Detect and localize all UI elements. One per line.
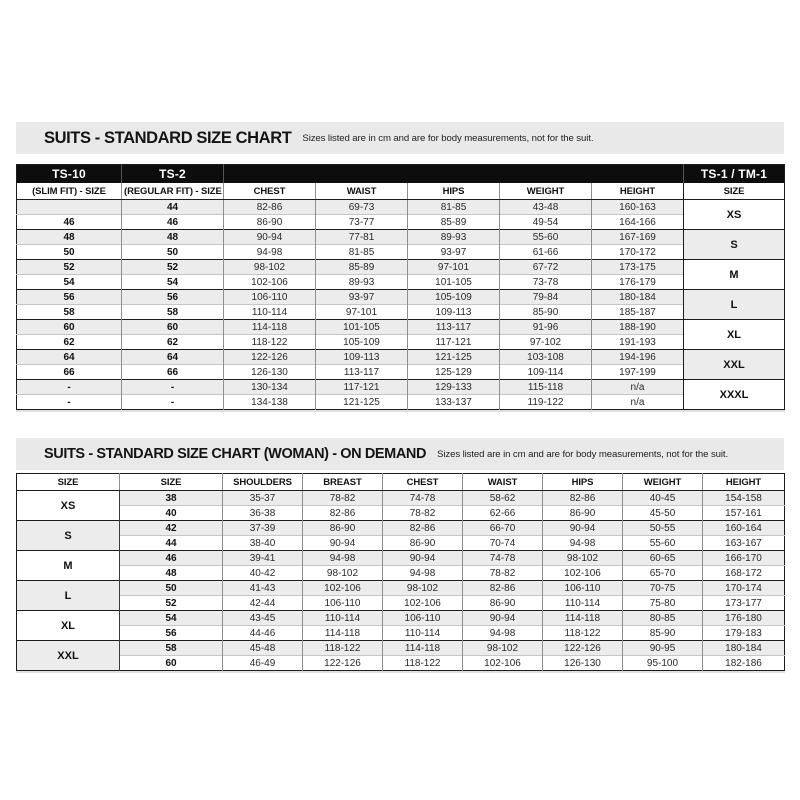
- men-chart-subtitle: Sizes listed are in cm and are for body measurements, not for the suit.: [302, 132, 594, 144]
- measurement-cell: 185-187: [592, 305, 684, 320]
- measurement-cell: 82-86: [383, 521, 463, 536]
- size-group-cell: L: [684, 290, 785, 320]
- measurement-cell: 179-183: [703, 626, 785, 641]
- table-row: [17, 260, 785, 275]
- size-cell: 64: [17, 350, 122, 365]
- measurement-cell: 91-96: [500, 320, 592, 335]
- size-group-cell: L: [17, 581, 120, 611]
- size-cell: 46: [122, 215, 224, 230]
- size-cell: [17, 200, 122, 215]
- measurement-cell: 90-94: [303, 536, 383, 551]
- measurement-cell: 182-186: [703, 656, 785, 671]
- measurement-cell: 191-193: [592, 335, 684, 350]
- measurement-cell: 89-93: [408, 230, 500, 245]
- measurement-cell: 86-90: [543, 506, 623, 521]
- measurement-cell: 102-106: [224, 275, 316, 290]
- table-row: [17, 365, 785, 380]
- size-cell: 60: [122, 320, 224, 335]
- size-cell: 56: [120, 626, 223, 641]
- size-cell: -: [17, 380, 122, 395]
- column-header-weight: WEIGHT: [623, 474, 703, 491]
- measurement-cell: 86-90: [224, 215, 316, 230]
- model-header-filler: [224, 165, 684, 184]
- size-cell: 62: [17, 335, 122, 350]
- measurement-cell: 73-77: [316, 215, 408, 230]
- measurement-cell: 110-114: [383, 626, 463, 641]
- woman-chart-subtitle: Sizes listed are in cm and are for body measurements, not for the suit.: [437, 448, 729, 460]
- measurement-cell: 103-108: [500, 350, 592, 365]
- table-row: [17, 506, 785, 521]
- measurement-cell: 44-46: [223, 626, 303, 641]
- measurement-cell: 55-60: [623, 536, 703, 551]
- measurement-cell: 110-114: [303, 611, 383, 626]
- measurement-cell: 117-121: [316, 380, 408, 395]
- measurement-cell: 66-70: [463, 521, 543, 536]
- size-cell: -: [17, 395, 122, 410]
- measurement-cell: 90-94: [383, 551, 463, 566]
- size-cell: 38: [120, 491, 223, 506]
- column-header-size-number: SIZE: [120, 474, 223, 491]
- measurement-cell: 180-184: [592, 290, 684, 305]
- measurement-cell: 41-43: [223, 581, 303, 596]
- measurement-cell: 62-66: [463, 506, 543, 521]
- size-cell: 58: [122, 305, 224, 320]
- measurement-cell: 93-97: [316, 290, 408, 305]
- column-header-waist: WAIST: [463, 474, 543, 491]
- measurement-cell: 46-49: [223, 656, 303, 671]
- measurement-cell: 43-48: [500, 200, 592, 215]
- measurement-cell: 60-65: [623, 551, 703, 566]
- measurement-cell: 126-130: [224, 365, 316, 380]
- measurement-cell: 173-175: [592, 260, 684, 275]
- measurement-cell: 102-106: [463, 656, 543, 671]
- measurement-cell: 81-85: [316, 245, 408, 260]
- column-header-size-letter: SIZE: [17, 474, 120, 491]
- measurement-cell: 102-106: [543, 566, 623, 581]
- measurement-cell: 82-86: [543, 491, 623, 506]
- measurement-cell: 90-94: [463, 611, 543, 626]
- size-cell: 56: [122, 290, 224, 305]
- measurement-cell: 188-190: [592, 320, 684, 335]
- measurement-cell: 106-110: [303, 596, 383, 611]
- measurement-cell: 78-82: [383, 506, 463, 521]
- measurement-cell: 85-90: [623, 626, 703, 641]
- size-cell: -: [122, 395, 224, 410]
- table-row: [17, 566, 785, 581]
- measurement-cell: 113-117: [316, 365, 408, 380]
- measurement-cell: 61-66: [500, 245, 592, 260]
- measurement-cell: 95-100: [623, 656, 703, 671]
- measurement-cell: 154-158: [703, 491, 785, 506]
- measurement-cell: 86-90: [383, 536, 463, 551]
- men-chart-title-band: [16, 122, 784, 154]
- measurement-cell: 65-70: [623, 566, 703, 581]
- size-cell: 66: [17, 365, 122, 380]
- column-header-hips: HIPS: [408, 183, 500, 200]
- size-cell: 52: [122, 260, 224, 275]
- table-row: [17, 641, 785, 656]
- measurement-cell: 90-94: [224, 230, 316, 245]
- men-size-table: [16, 164, 785, 410]
- measurement-cell: 98-102: [224, 260, 316, 275]
- size-group-cell: XS: [684, 200, 785, 230]
- measurement-cell: 78-82: [463, 566, 543, 581]
- measurement-cell: 166-170: [703, 551, 785, 566]
- measurement-cell: 105-109: [408, 290, 500, 305]
- table-row: [17, 335, 785, 350]
- measurement-cell: 114-118: [383, 641, 463, 656]
- size-cell: 52: [120, 596, 223, 611]
- measurement-cell: 157-161: [703, 506, 785, 521]
- column-header-waist: WAIST: [316, 183, 408, 200]
- measurement-cell: 50-55: [623, 521, 703, 536]
- measurement-cell: 86-90: [303, 521, 383, 536]
- measurement-cell: 164-166: [592, 215, 684, 230]
- table-row: [17, 200, 785, 215]
- measurement-cell: 45-48: [223, 641, 303, 656]
- measurement-cell: 170-172: [592, 245, 684, 260]
- column-header-height: HEIGHT: [592, 183, 684, 200]
- men-table-model-header-row: [17, 165, 785, 184]
- measurement-cell: 163-167: [703, 536, 785, 551]
- size-group-cell: S: [17, 521, 120, 551]
- measurement-cell: 86-90: [463, 596, 543, 611]
- table-row: [17, 581, 785, 596]
- measurement-cell: 126-130: [543, 656, 623, 671]
- size-group-cell: M: [684, 260, 785, 290]
- measurement-cell: 81-85: [408, 200, 500, 215]
- measurement-cell: 173-177: [703, 596, 785, 611]
- men-size-chart-section: [16, 122, 784, 410]
- measurement-cell: 73-78: [500, 275, 592, 290]
- measurement-cell: 113-117: [408, 320, 500, 335]
- measurement-cell: 134-138: [224, 395, 316, 410]
- column-header-weight: WEIGHT: [500, 183, 592, 200]
- table-row: [17, 611, 785, 626]
- size-cell: 48: [120, 566, 223, 581]
- measurement-cell: 90-95: [623, 641, 703, 656]
- size-cell: 42: [120, 521, 223, 536]
- size-cell: 40: [120, 506, 223, 521]
- men-table-column-header-row: [17, 183, 785, 200]
- size-group-cell: XL: [684, 320, 785, 350]
- measurement-cell: 98-102: [463, 641, 543, 656]
- measurement-cell: 110-114: [224, 305, 316, 320]
- measurement-cell: 89-93: [316, 275, 408, 290]
- measurement-cell: 40-42: [223, 566, 303, 581]
- measurement-cell: 82-86: [463, 581, 543, 596]
- size-cell: 50: [17, 245, 122, 260]
- woman-chart-title: SUITS - STANDARD SIZE CHART (WOMAN) - ON DEMAND: [44, 446, 427, 462]
- size-cell: 52: [17, 260, 122, 275]
- measurement-cell: 105-109: [316, 335, 408, 350]
- measurement-cell: 114-118: [224, 320, 316, 335]
- column-header-chest: CHEST: [383, 474, 463, 491]
- size-cell: 54: [17, 275, 122, 290]
- measurement-cell: 109-113: [316, 350, 408, 365]
- table-row: [17, 626, 785, 641]
- measurement-cell: 129-133: [408, 380, 500, 395]
- table-row: [17, 551, 785, 566]
- measurement-cell: 98-102: [303, 566, 383, 581]
- size-cell: 58: [120, 641, 223, 656]
- measurement-cell: 58-62: [463, 491, 543, 506]
- measurement-cell: 176-180: [703, 611, 785, 626]
- table-row: [17, 491, 785, 506]
- measurement-cell: 78-82: [303, 491, 383, 506]
- measurement-cell: 122-126: [303, 656, 383, 671]
- table-row: [17, 521, 785, 536]
- size-cell: -: [122, 380, 224, 395]
- model-header-ts1-tm1: TS-1 / TM-1: [684, 165, 785, 184]
- measurement-cell: 55-60: [500, 230, 592, 245]
- size-cell: 60: [17, 320, 122, 335]
- measurement-cell: 98-102: [543, 551, 623, 566]
- table-row: [17, 596, 785, 611]
- measurement-cell: 45-50: [623, 506, 703, 521]
- measurement-cell: 118-122: [383, 656, 463, 671]
- column-header-regular-fit-size: (REGULAR FIT) - SIZE: [122, 183, 224, 200]
- size-group-cell: XL: [17, 611, 120, 641]
- measurement-cell: 80-85: [623, 611, 703, 626]
- measurement-cell: 42-44: [223, 596, 303, 611]
- size-cell: 60: [120, 656, 223, 671]
- measurement-cell: 121-125: [408, 350, 500, 365]
- measurement-cell: 106-110: [543, 581, 623, 596]
- table-row: [17, 395, 785, 410]
- size-group-cell: XS: [17, 491, 120, 521]
- size-cell: 56: [17, 290, 122, 305]
- size-group-cell: S: [684, 230, 785, 260]
- measurement-cell: 160-163: [592, 200, 684, 215]
- size-cell: 50: [122, 245, 224, 260]
- measurement-cell: 117-121: [408, 335, 500, 350]
- woman-chart-title-band: [16, 438, 784, 470]
- measurement-cell: 79-84: [500, 290, 592, 305]
- measurement-cell: 121-125: [316, 395, 408, 410]
- size-cell: 46: [17, 215, 122, 230]
- size-group-cell: XXXL: [684, 380, 785, 410]
- measurement-cell: 118-122: [224, 335, 316, 350]
- measurement-cell: 133-137: [408, 395, 500, 410]
- woman-table-column-header-row: [17, 474, 785, 491]
- measurement-cell: 114-118: [543, 611, 623, 626]
- size-group-cell: M: [17, 551, 120, 581]
- measurement-cell: 77-81: [316, 230, 408, 245]
- measurement-cell: 94-98: [543, 536, 623, 551]
- model-header-ts2: TS-2: [122, 165, 224, 184]
- measurement-cell: 90-94: [543, 521, 623, 536]
- measurement-cell: 115-118: [500, 380, 592, 395]
- measurement-cell: 94-98: [463, 626, 543, 641]
- measurement-cell: 67-72: [500, 260, 592, 275]
- measurement-cell: 82-86: [224, 200, 316, 215]
- size-cell: 62: [122, 335, 224, 350]
- column-header-hips: HIPS: [543, 474, 623, 491]
- measurement-cell: 49-54: [500, 215, 592, 230]
- measurement-cell: 94-98: [383, 566, 463, 581]
- measurement-cell: 102-106: [383, 596, 463, 611]
- measurement-cell: 37-39: [223, 521, 303, 536]
- column-header-size: SIZE: [684, 183, 785, 200]
- column-header-height: HEIGHT: [703, 474, 785, 491]
- measurement-cell: 106-110: [224, 290, 316, 305]
- table-row: [17, 536, 785, 551]
- measurement-cell: 85-90: [500, 305, 592, 320]
- model-header-ts10: TS-10: [17, 165, 122, 184]
- woman-size-chart-section: [16, 438, 784, 671]
- table-row: [17, 380, 785, 395]
- measurement-cell: n/a: [592, 395, 684, 410]
- measurement-cell: 110-114: [543, 596, 623, 611]
- table-row: [17, 230, 785, 245]
- size-cell: 48: [122, 230, 224, 245]
- measurement-cell: 85-89: [316, 260, 408, 275]
- measurement-cell: 194-196: [592, 350, 684, 365]
- table-row: [17, 320, 785, 335]
- measurement-cell: 40-45: [623, 491, 703, 506]
- measurement-cell: 39-41: [223, 551, 303, 566]
- measurement-cell: 125-129: [408, 365, 500, 380]
- measurement-cell: 119-122: [500, 395, 592, 410]
- measurement-cell: 106-110: [383, 611, 463, 626]
- measurement-cell: 122-126: [224, 350, 316, 365]
- measurement-cell: 122-126: [543, 641, 623, 656]
- measurement-cell: 114-118: [303, 626, 383, 641]
- column-header-shoulders: SHOULDERS: [223, 474, 303, 491]
- column-header-chest: CHEST: [224, 183, 316, 200]
- table-row: [17, 290, 785, 305]
- measurement-cell: 130-134: [224, 380, 316, 395]
- size-cell: 46: [120, 551, 223, 566]
- measurement-cell: 94-98: [303, 551, 383, 566]
- measurement-cell: 109-113: [408, 305, 500, 320]
- table-row: [17, 275, 785, 290]
- measurement-cell: n/a: [592, 380, 684, 395]
- size-cell: 64: [122, 350, 224, 365]
- measurement-cell: 97-101: [408, 260, 500, 275]
- measurement-cell: 101-105: [316, 320, 408, 335]
- size-cell: 44: [120, 536, 223, 551]
- table-row: [17, 215, 785, 230]
- size-group-cell: XXL: [684, 350, 785, 380]
- size-cell: 48: [17, 230, 122, 245]
- men-chart-title: SUITS - STANDARD SIZE CHART: [44, 128, 292, 147]
- woman-size-table: [16, 473, 785, 671]
- measurement-cell: 85-89: [408, 215, 500, 230]
- measurement-cell: 176-179: [592, 275, 684, 290]
- size-cell: 44: [122, 200, 224, 215]
- measurement-cell: 98-102: [383, 581, 463, 596]
- measurement-cell: 167-169: [592, 230, 684, 245]
- column-header-breast: BREAST: [303, 474, 383, 491]
- size-cell: 54: [122, 275, 224, 290]
- measurement-cell: 118-122: [303, 641, 383, 656]
- size-cell: 54: [120, 611, 223, 626]
- size-cell: 58: [17, 305, 122, 320]
- size-cell: 50: [120, 581, 223, 596]
- table-row: [17, 245, 785, 260]
- measurement-cell: 118-122: [543, 626, 623, 641]
- measurement-cell: 197-199: [592, 365, 684, 380]
- measurement-cell: 109-114: [500, 365, 592, 380]
- table-row: [17, 350, 785, 365]
- measurement-cell: 102-106: [303, 581, 383, 596]
- column-header-slim-fit-size: (SLIM FIT) - SIZE: [17, 183, 122, 200]
- measurement-cell: 75-80: [623, 596, 703, 611]
- measurement-cell: 70-75: [623, 581, 703, 596]
- size-group-cell: XXL: [17, 641, 120, 671]
- measurement-cell: 170-174: [703, 581, 785, 596]
- measurement-cell: 70-74: [463, 536, 543, 551]
- measurement-cell: 69-73: [316, 200, 408, 215]
- measurement-cell: 97-102: [500, 335, 592, 350]
- measurement-cell: 97-101: [316, 305, 408, 320]
- measurement-cell: 101-105: [408, 275, 500, 290]
- measurement-cell: 160-164: [703, 521, 785, 536]
- measurement-cell: 43-45: [223, 611, 303, 626]
- measurement-cell: 74-78: [463, 551, 543, 566]
- measurement-cell: 74-78: [383, 491, 463, 506]
- measurement-cell: 180-184: [703, 641, 785, 656]
- measurement-cell: 35-37: [223, 491, 303, 506]
- measurement-cell: 38-40: [223, 536, 303, 551]
- measurement-cell: 93-97: [408, 245, 500, 260]
- table-row: [17, 305, 785, 320]
- measurement-cell: 82-86: [303, 506, 383, 521]
- measurement-cell: 36-38: [223, 506, 303, 521]
- size-cell: 66: [122, 365, 224, 380]
- table-row: [17, 656, 785, 671]
- measurement-cell: 168-172: [703, 566, 785, 581]
- measurement-cell: 94-98: [224, 245, 316, 260]
